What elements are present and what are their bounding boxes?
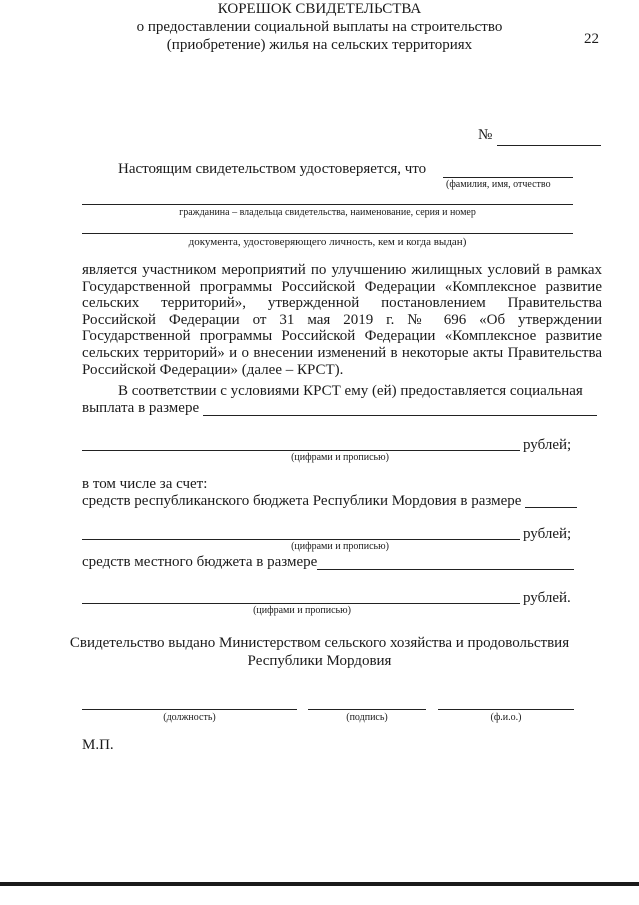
payment-line-1: В соответствии с условиями КРСТ ему (ей) предоставляется социальная [118, 383, 583, 399]
number-label: № [478, 127, 493, 143]
issued-by-line-2: Республики Мордовия [247, 653, 392, 669]
amount-caption-1: (цифрами и прописью) [291, 452, 389, 463]
payment-line-2: выплата в размере [82, 400, 200, 416]
fio-field-line [443, 177, 573, 178]
including-label: в том числе за счет: [82, 476, 208, 492]
rubles-label-1: рублей; [523, 437, 572, 453]
certify-text: Настоящим свидетельством удостоверяется, что [118, 161, 427, 177]
title-line-3: (приобретение) жилья на сельских территориях [166, 37, 473, 53]
document-caption: документа, удостоверяющего личность, кем и когда выдан) [188, 236, 467, 248]
citizen-caption: гражданина – владельца свидетельства, наименование, серия и номер [179, 207, 476, 218]
fio-caption: (фамилия, имя, отчество [446, 179, 551, 190]
amount-caption-2: (цифрами и прописью) [291, 541, 389, 552]
title-line-2: о предоставлении социальной выплаты на строительство [136, 19, 503, 35]
position-signature-line [82, 709, 297, 710]
amount-caption-3: (цифрами и прописью) [253, 605, 351, 616]
bottom-border-bar [0, 882, 639, 886]
stamp-label: М.П. [82, 737, 114, 753]
page-number: 22 [584, 31, 599, 47]
amount-field-line-2 [82, 539, 520, 540]
initials-caption: (ф.и.о.) [490, 712, 522, 723]
local-budget-label: средств местного бюджета в размере [82, 554, 318, 570]
document-title [0, 0, 639, 54]
amount-field-line-1 [82, 450, 520, 451]
local-budget-line [317, 569, 574, 570]
signature-caption: (подпись) [346, 712, 388, 723]
amount-field-line-3 [82, 603, 520, 604]
signature-line [308, 709, 426, 710]
position-caption: (должность) [163, 712, 216, 723]
document-field-line [82, 233, 573, 234]
republic-budget-label: средств республиканского бюджета Республики Мордовия в размере [82, 493, 522, 509]
rubles-label-2: рублей; [523, 526, 572, 542]
payment-paragraph [82, 383, 602, 400]
citizen-field-line [82, 204, 573, 205]
issued-by-line-1: Свидетельство выдано Министерством сельского хозяйства и продовольствия [69, 635, 570, 651]
payment-amount-line [203, 415, 597, 416]
republic-budget-line [525, 507, 577, 508]
main-paragraph: является участником мероприятий по улучшению жилищных условий в рамках Государственной программы Российской Федерации «Комплексное развитие сельских территорий», утвержденной постановлением Правительства Российской Федерации от 31 мая 2019 г. № 696 «Об утверждении Государственной программы Российской Федерации «Комплексное развитие сельских территорий» и о внесении изменений в некоторые акты Правительства Российской Федерации» (далее – КРСТ). [82, 262, 602, 378]
initials-signature-line [438, 709, 574, 710]
number-field-line [497, 145, 601, 146]
rubles-label-3: рублей. [523, 590, 571, 606]
title-line-1: КОРЕШОК СВИДЕТЕЛЬСТВА [217, 1, 422, 17]
issued-by [0, 634, 639, 670]
